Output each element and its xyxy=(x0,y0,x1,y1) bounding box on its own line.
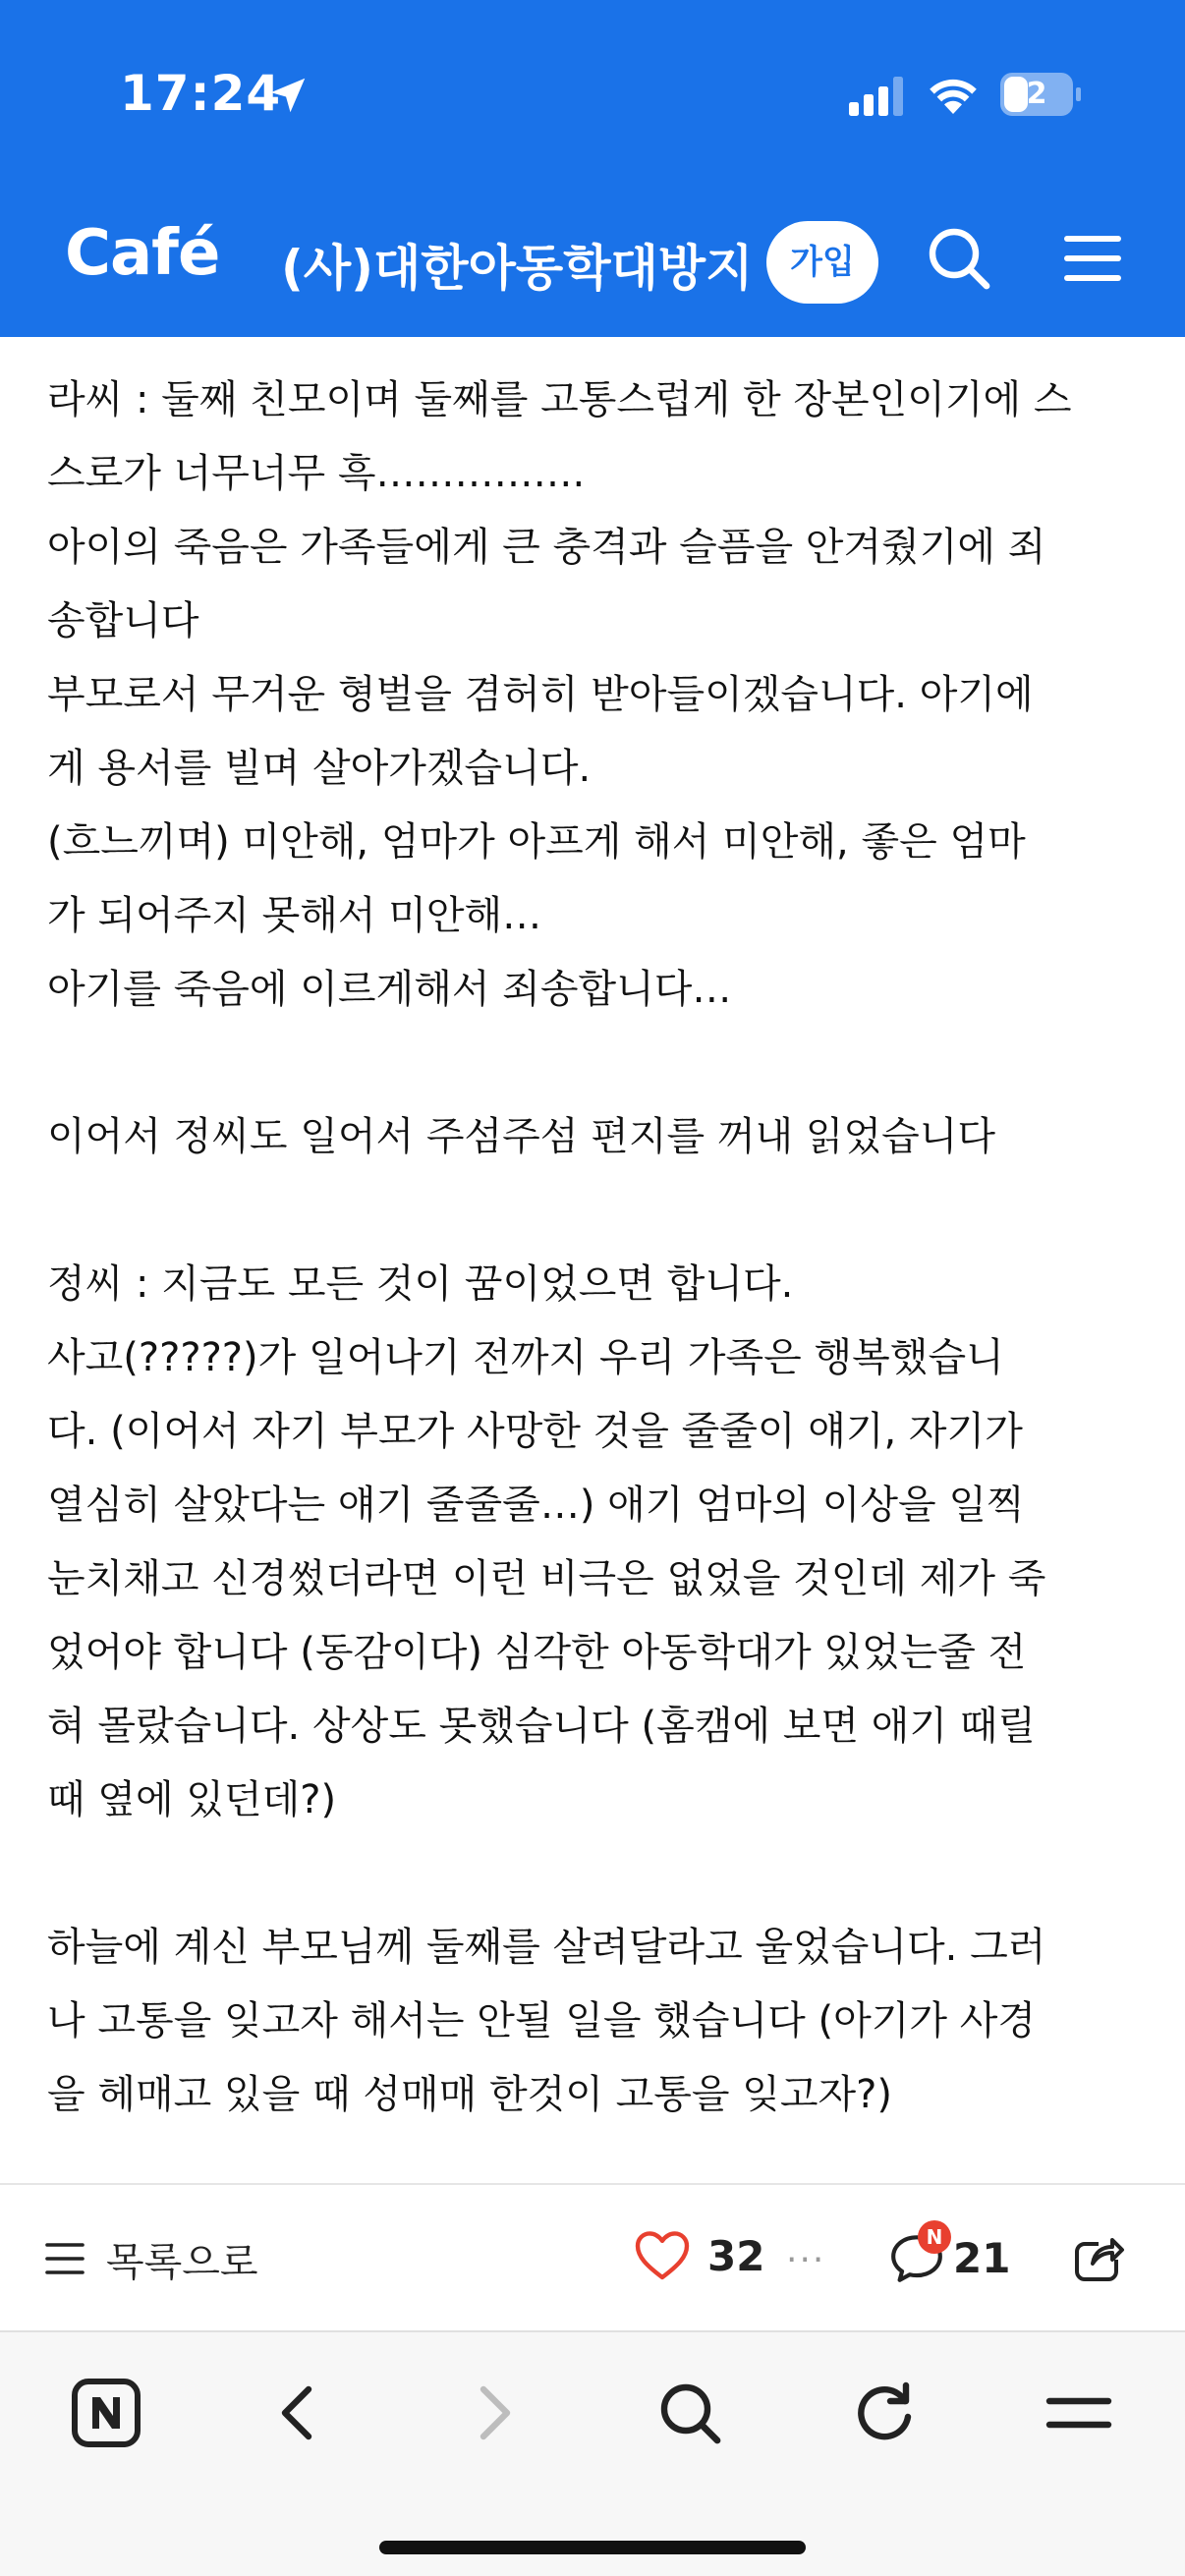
text-line: 눈치채고 신경썼더라면 이런 비극은 없었을 것인데 제가 죽 xyxy=(47,1556,1046,1601)
comment-count: 21 xyxy=(953,2234,1011,2282)
back-to-list-button[interactable] xyxy=(45,2232,258,2285)
text-line: 정씨 : 지금도 모든 것이 꿈이었으면 합니다. xyxy=(47,1261,794,1307)
top-bar xyxy=(0,0,1185,337)
text-line: 부모로서 무거운 형벌을 겸허히 받아들이겠습니다. 아기에 xyxy=(47,672,1034,717)
status-bar xyxy=(0,0,1185,182)
cafe-logo[interactable]: Café xyxy=(65,217,220,290)
cafe-header xyxy=(0,182,1185,337)
article-body xyxy=(47,364,1148,2132)
text-line: 하늘에 계신 부모님께 둘째를 살려달라고 울었습니다. 그러 xyxy=(47,1925,1046,1970)
back-icon[interactable] xyxy=(259,2374,338,2452)
paragraph-mother-statement xyxy=(47,364,1148,1027)
battery-indicator xyxy=(1000,73,1081,116)
forward-icon[interactable] xyxy=(454,2374,533,2452)
heart-icon xyxy=(635,2230,690,2281)
text-line: 혀 몰랐습니다. 상상도 못했습니다 (홈캠에 보면 애기 때릴 xyxy=(47,1704,1037,1749)
like-button[interactable] xyxy=(635,2230,764,2281)
cafe-title[interactable]: (사)대한아동학대방지 xyxy=(281,240,754,297)
text-line: 었어야 합니다 (동감이다) 심각한 아동학대가 있었는줄 전 xyxy=(47,1630,1027,1675)
text-line: 아이의 죽음은 가족들에게 큰 충격과 슬픔을 안겨줬기에 죄 xyxy=(47,525,1046,570)
text-line: 이어서 정씨도 일어서 주섬주섬 편지를 꺼내 읽었습니다 xyxy=(47,1114,996,1159)
search-icon[interactable] xyxy=(924,223,994,294)
text-line: 라씨 : 둘째 친모이며 둘째를 고통스럽게 한 장본인이기에 스 xyxy=(47,377,1072,422)
text-line: 아기를 죽음에 이르게해서 죄송합니다… xyxy=(47,967,732,1012)
comment-button[interactable] xyxy=(888,2220,1011,2299)
paragraph-transition xyxy=(47,1100,1148,1174)
text-line: 다. (이어서 자기 부모가 사망한 것을 줄줄이 얘기, 자기가 xyxy=(47,1409,1023,1454)
article-action-bar xyxy=(0,2185,1185,2330)
search-icon[interactable] xyxy=(650,2374,729,2452)
text-line: (흐느끼며) 미안해, 엄마가 아프게 해서 미안해, 좋은 엄마 xyxy=(47,819,1026,865)
hamburger-menu-icon[interactable] xyxy=(1061,227,1124,290)
menu-icon[interactable] xyxy=(1040,2374,1118,2452)
home-indicator[interactable] xyxy=(379,2541,806,2554)
join-button[interactable]: 가입 xyxy=(766,221,878,304)
share-icon[interactable] xyxy=(1071,2230,1126,2285)
battery-cap xyxy=(1076,87,1081,101)
paragraph-gap xyxy=(47,1837,1148,1911)
browser-toolbar xyxy=(0,2332,1185,2576)
paragraph-gap xyxy=(47,1174,1148,1248)
text-line: 게 용서를 빌며 살아가겠습니다. xyxy=(47,746,592,791)
more-options-icon[interactable]: ··· xyxy=(786,2240,826,2280)
text-line: 스로가 너무너무 흑……………. xyxy=(47,451,586,496)
location-arrow-icon xyxy=(265,73,310,118)
wifi-icon xyxy=(926,73,981,116)
paragraph-father-statement xyxy=(47,1248,1148,1837)
new-comment-badge: N xyxy=(918,2220,951,2254)
paragraph-gap xyxy=(47,1027,1148,1100)
text-line: 송합니다 xyxy=(47,598,199,644)
text-line: 나 고통을 잊고자 해서는 안될 일을 했습니다 (아기가 사경 xyxy=(47,1998,1037,2044)
text-line: 가 되어주지 못해서 미안해… xyxy=(47,893,542,938)
text-line: 사고(?????)가 일어나기 전까지 우리 가족은 행복했습니 xyxy=(47,1335,1004,1380)
naver-home-icon[interactable] xyxy=(67,2374,145,2452)
list-icon xyxy=(45,2241,85,2276)
reload-icon[interactable] xyxy=(845,2374,924,2452)
cellular-signal-icon xyxy=(849,77,904,116)
battery-percent: 2 xyxy=(1026,77,1047,111)
paragraph-closing xyxy=(47,1911,1148,2132)
text-line: 열심히 살았다는 얘기 줄줄줄…) 애기 엄마의 이상을 일찍 xyxy=(47,1483,1025,1528)
like-count: 32 xyxy=(707,2231,765,2280)
text-line: 을 헤매고 있을 때 성매매 한것이 고통을 잊고자?) xyxy=(47,2072,892,2117)
status-time: 17:24 xyxy=(120,65,282,122)
text-line: 때 옆에 있던데?) xyxy=(47,1777,337,1822)
back-to-list-label: 목록으로 xyxy=(106,2239,258,2285)
